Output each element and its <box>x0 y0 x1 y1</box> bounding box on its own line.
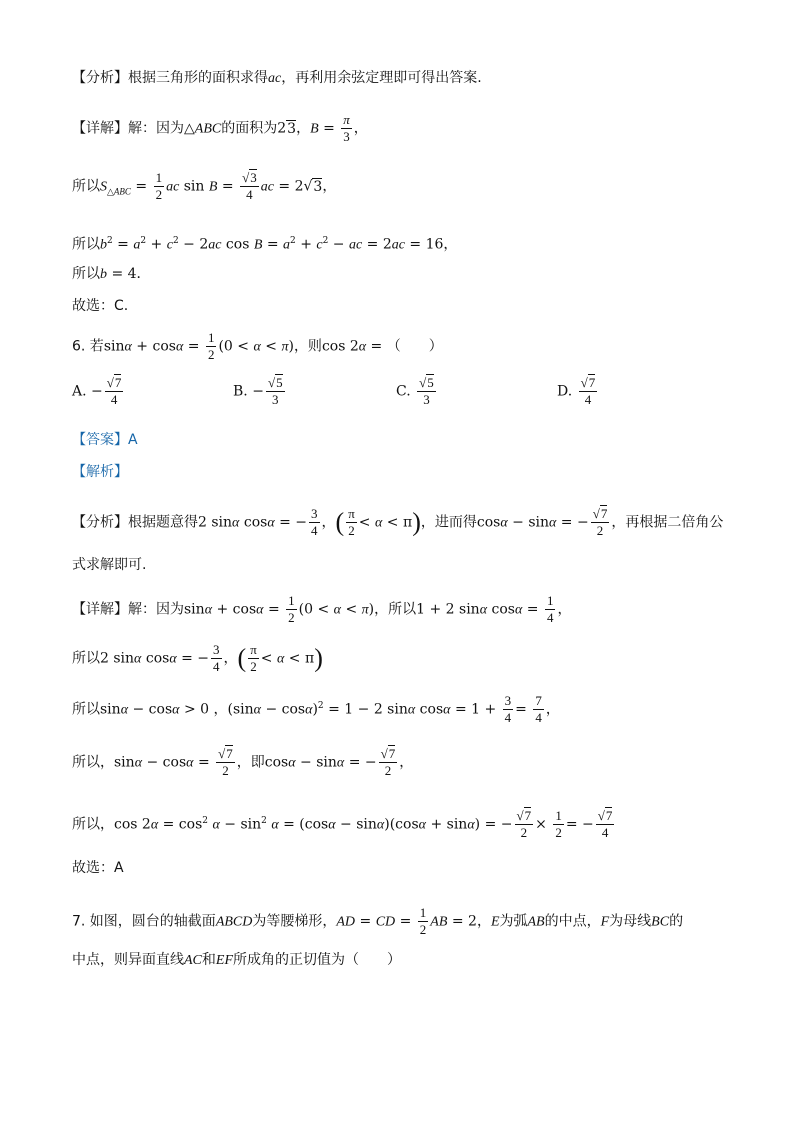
question-6: 6. 若sinα + cosα = $\frac{1}{2}$ (0 < α < π)，则cos 2α = （ ） <box>72 330 443 362</box>
choice-line-2: 故选：A <box>72 860 124 876</box>
option-a[interactable]: A. − $\frac{√7}{4}$ <box>72 375 122 407</box>
analysis-line-2: 【分析】根据题意得2 sinα cosα = − $\frac{3}{4}$ ，( $\frac{\pi}{2}$ < α < π)，进而得cosα − sinα = − $\frac{√7}{2}$ ，再根据二倍角公 <box>72 506 724 538</box>
option-d[interactable]: D. $\frac{√7}{4}$ <box>557 375 596 407</box>
detail-line-1: 【详解】解：因为△ABC的面积为23，B = $\frac{\pi}{3}$ ， <box>72 112 368 144</box>
detail-line-7: 所以sinα − cosα > 0 ，$(\sin\alpha - \cos\alpha)^2 = 1 - 2$ sinα cosα = 1 + $\frac{3}{4}$ = $\frac{7}{4}$ ， <box>72 693 560 725</box>
detail-line-9: 所以，$\cos 2\alpha = \cos^2 \alpha - \sin^2 \alpha = (\cos\alpha - \sin\alpha)(\cos\alpha + \sin\alpha)$ = − $\frac{√7}{2}$ × $\frac{1}{2}$ = − $\frac{√7}{4}$ <box>72 808 613 840</box>
detail-line-2: 所以$S_{\triangle ABC}$ = $\frac{1}{2}$ ac sin B = $\frac{√3}{4}$ ac = 2√3， <box>72 170 337 202</box>
option-c[interactable]: C. $\frac{√5}{3}$ <box>396 375 434 407</box>
choice-line: 故选：C. <box>72 298 129 314</box>
question-7: 7. 如图，圆台的轴截面ABCD为等腰梯形，AD = CD = $\frac{1}{2}$ AB = 2，E为弧AB的中点，F为母线BC的 <box>72 905 684 937</box>
answer-line: 【答案】A <box>72 432 138 448</box>
analysis-header: 【解析】 <box>72 464 128 480</box>
detail-line-6: 所以2 sinα cosα = − $\frac{3}{4}$ ，( $\frac{\pi}{2}$ < α < π) <box>72 642 323 674</box>
question-7-cont: 中点，则异面直线AC和EF所成角的正切值为（ ） <box>72 952 401 968</box>
detail-line-5: 【详解】解：因为sinα + cosα = $\frac{1}{2}$ (0 < α < π)，所以1 + 2 sinα cosα = $\frac{1}{4}$ ， <box>72 593 572 625</box>
detail-line-3: 所以$b^2 = a^2 + c^2 - 2ac$ $\cos B = a^2 + c^2$ − ac = 2ac = 16， <box>72 236 458 253</box>
detail-line-4: 所以b = 4． <box>72 266 151 282</box>
analysis-line-1: 【分析】根据三角形的面积求得ac，再利用余弦定理即可得出答案. <box>72 70 482 86</box>
analysis-tag: 【分析】 <box>72 70 128 86</box>
analysis-line-3: 式求解即可. <box>72 557 147 573</box>
option-b[interactable]: B. − $\frac{√5}{3}$ <box>233 375 283 407</box>
detail-line-8: 所以，sinα − cosα = $\frac{√7}{2}$ ，即cosα − sinα = − $\frac{√7}{2}$ ， <box>72 746 414 778</box>
